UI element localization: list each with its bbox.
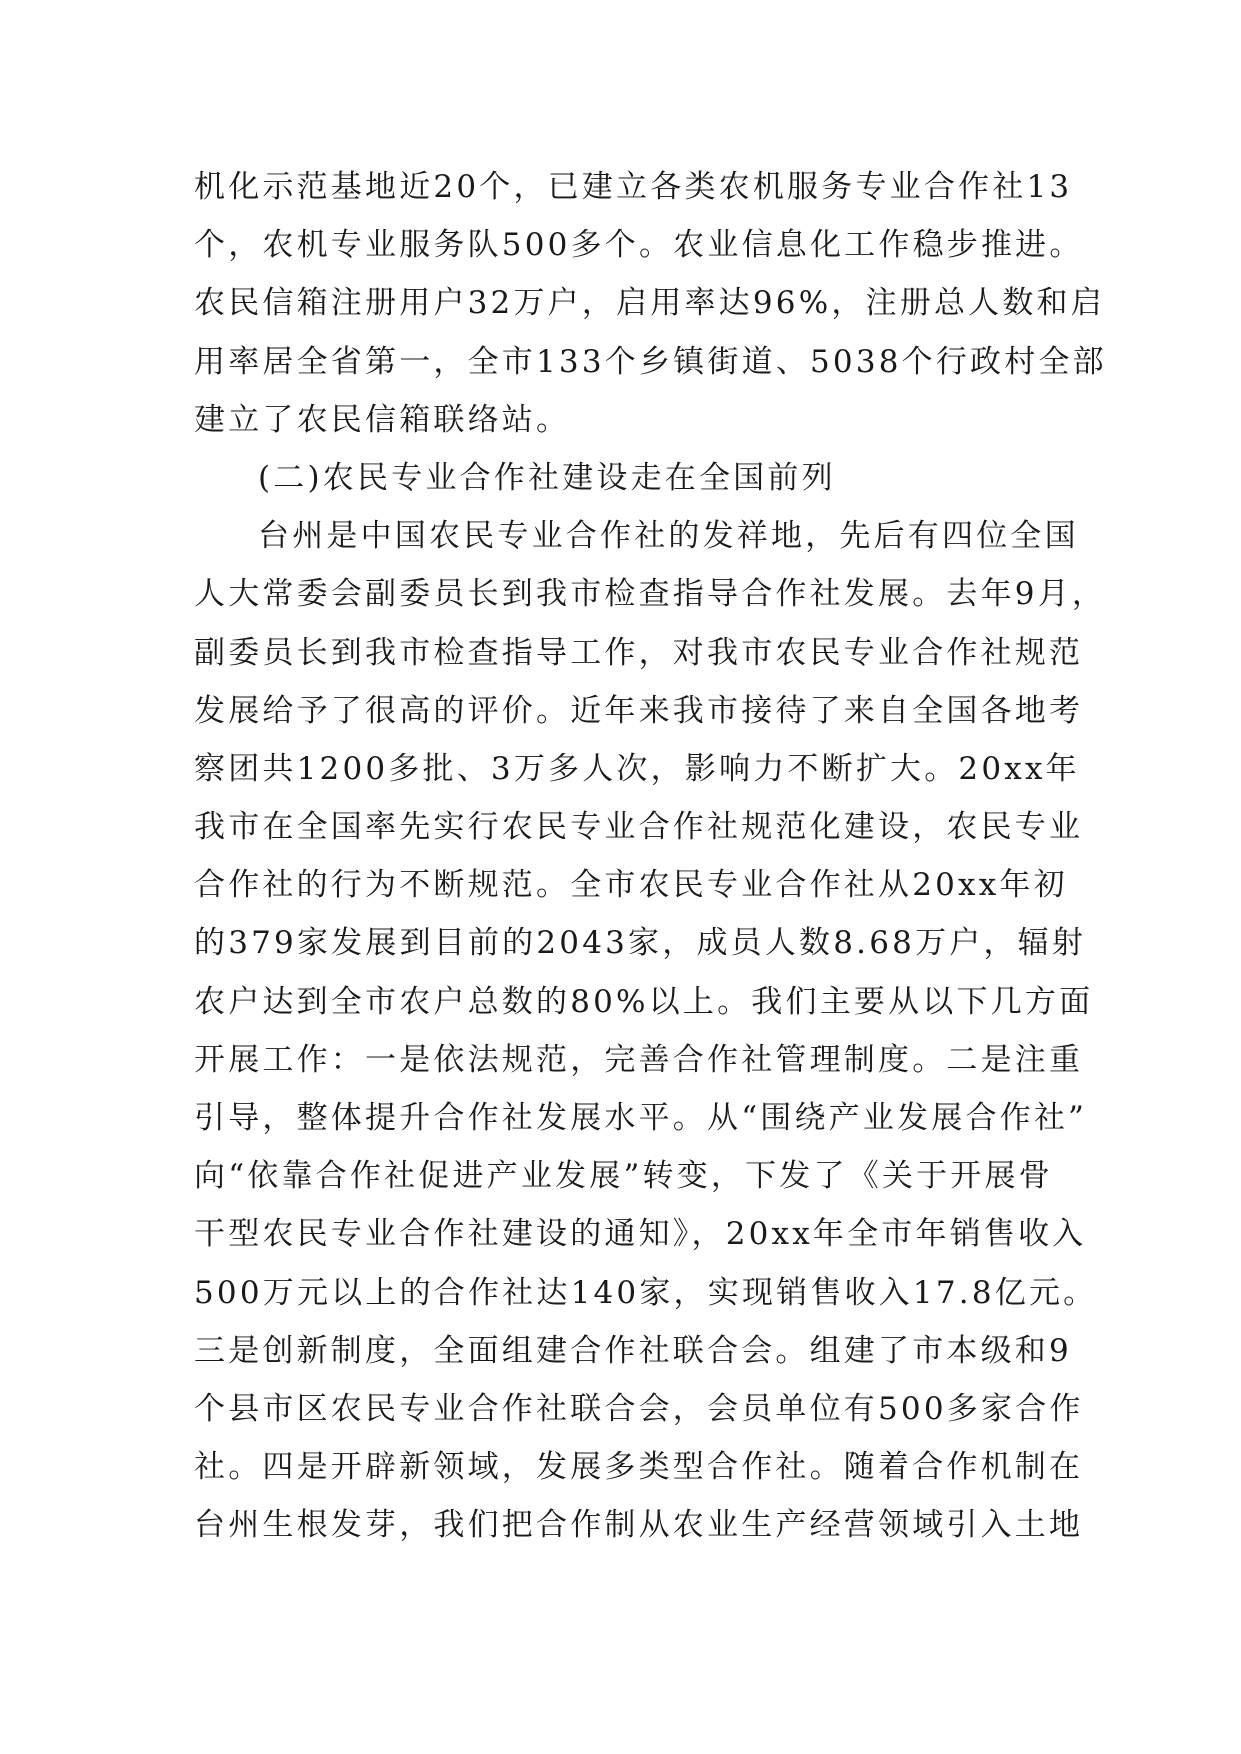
text-line: 开展工作：一是依法规范，完善合作社管理制度。二是注重 (194, 1041, 1084, 1078)
text-line: 人大常委会副委员长到我市检查指导合作社发展。去年9月， (194, 576, 1107, 613)
text-line: 向“依靠合作社促进产业发展”转变，下发了《关于开展骨 (194, 1158, 1053, 1195)
text-line: 干型农民专业合作社建设的通知》，20xx年全市年销售收入 (194, 1216, 1087, 1253)
text-line: 农户达到全市农户总数的80%以上。我们主要从以下几方面 (194, 983, 1094, 1020)
text-line: 建立了农民信箱联络站。 (194, 401, 571, 438)
text-line: 合作社的行为不断规范。全市农民专业合作社从20xx年初 (194, 867, 1068, 904)
document-body (194, 158, 1107, 1555)
text-line: 社。四是开辟新领域，发展多类型合作社。随着合作机制在 (194, 1449, 1084, 1486)
paragraph-first-line: 台州是中国农民专业合作社的发祥地，先后有四位全国 (258, 518, 1079, 555)
text-line: 察团共1200多批、3万多人次，影响力不断扩大。20xx年 (194, 750, 1080, 787)
text-line: 我市在全国率先实行农民专业合作社规范化建设，农民专业 (194, 809, 1084, 846)
text-line: 发展给予了很高的评价。近年来我市接待了来自全国各地考 (194, 692, 1084, 729)
text-line: 农民信箱注册用户32万户，启用率达96%，注册总人数和启 (194, 285, 1105, 322)
text-line: 用率居全省第一，全市133个乡镇街道、5038个行政村全部 (194, 343, 1107, 380)
paragraph-first-line: (二)农民专业合作社建设走在全国前列 (258, 459, 836, 496)
text-line: 台州生根发芽，我们把合作制从农业生产经营领域引入土地 (194, 1507, 1084, 1544)
text-line: 引导，整体提升合作社发展水平。从“围绕产业发展合作社” (194, 1100, 1088, 1136)
text-line: 个，农机专业服务队500多个。农业信息化工作稳步推进。 (194, 227, 1084, 264)
text-line: 个县市区农民专业合作社联合会，会员单位有500多家合作 (194, 1390, 1084, 1427)
text-line: 500万元以上的合作社达140家，实现销售收入17.8亿元。 (194, 1274, 1098, 1311)
text-line: 副委员长到我市检查指导工作，对我市农民专业合作社规范 (194, 634, 1084, 671)
text-line: 三是创新制度，全面组建合作社联合会。组建了市本级和9 (194, 1332, 1072, 1369)
text-line: 的379家发展到目前的2043家，成员人数8.68万户，辐射 (194, 925, 1087, 962)
text-line: 机化示范基地近20个，已建立各类农机服务专业合作社13 (194, 169, 1073, 205)
